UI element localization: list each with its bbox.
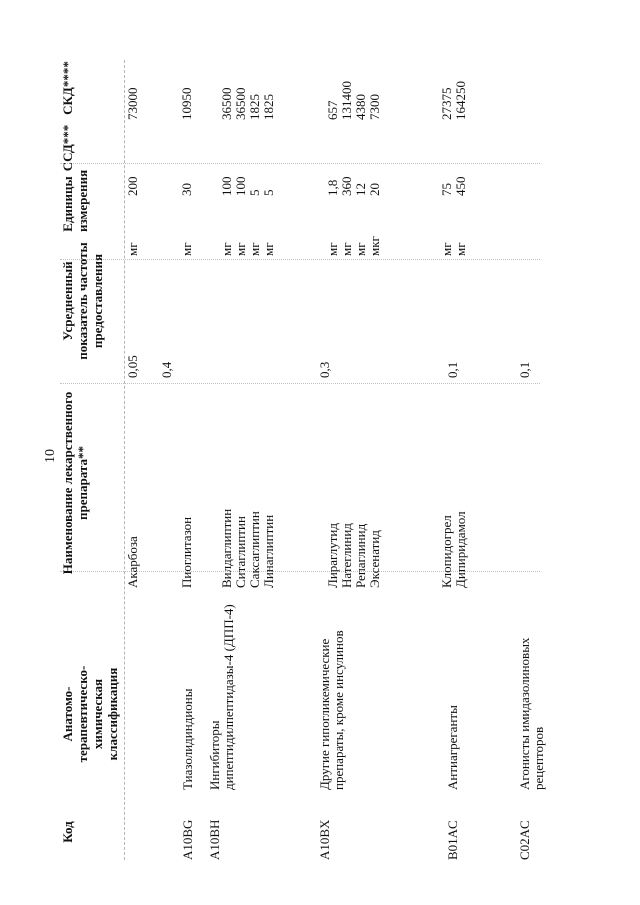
unit-value: мг [339,242,354,256]
frequency-value: 0,1 [517,361,532,378]
unit-value: мг [439,242,454,256]
drug-name: Ситаглиптин [233,516,248,588]
header-unit: Единицы измерения [60,169,90,232]
unit-value: мг [247,242,262,256]
unit-value: мг [453,242,468,256]
drug-name: Лираглутид [325,523,340,588]
header-atc: Анатомо-терапевтическо-химическая классификация [60,665,120,763]
atc-code: B01AC [445,820,460,860]
ssd-value: 360 [339,176,354,196]
atc-code: C02AC [517,820,532,860]
frequency-value: 0,1 [445,361,460,378]
drug-name: Клопидогрел [439,515,454,588]
ssd-value: 75 [439,183,454,196]
ssd-value: 5 [261,189,276,196]
frequency-value: 0,4 [159,361,174,378]
medication-table [60,60,600,860]
page-number: 10 [43,449,58,463]
ssd-value: 30 [179,183,194,196]
skd-value: 10950 [179,87,194,120]
header-code: Код [60,821,75,843]
unit-value: мг [219,242,234,256]
drug-name: Пиоглитазон [179,516,194,588]
unit-value: мкг [367,236,382,256]
column-separator [60,259,540,260]
unit-value: мг [179,242,194,256]
drug-name: Репаглинид [353,523,368,588]
ssd-value: 450 [453,176,468,196]
unit-value: мг [233,242,248,256]
header-skd: СКД**** [60,61,75,115]
drug-name: Дипиридамол [453,511,468,588]
ssd-value: 100 [233,176,248,196]
skd-value: 27375 [439,87,454,120]
column-separator [60,383,540,384]
ssd-value: 5 [247,189,262,196]
atc-code: A10BX [317,819,332,860]
skd-value: 36500 [219,87,234,120]
drug-name: Саксаглиптин [247,511,262,588]
ssd-value: 12 [353,183,368,196]
header-frequency: Усредненный показатель частоты предоставления [60,242,105,360]
atc-group-name: Ингибиторы дипептидилпептидазы-4 (ДПП-4) [207,604,236,790]
atc-group-name: Тиазолидиндионы [180,688,195,790]
drug-name: Эксенатид [367,530,382,588]
unit-value: мг [261,242,276,256]
skd-value: 657 [325,100,340,120]
skd-value: 36500 [233,87,248,120]
frequency-value: 0,05 [125,355,140,378]
atc-group-name: Антиагреганты [445,705,460,790]
skd-value: 131400 [339,81,354,120]
unit-value: мг [353,242,368,256]
skd-value: 7300 [367,94,382,120]
skd-value: 164250 [453,81,468,120]
header-drug: Наименование лекарственного препарата** [60,391,90,575]
skd-value: 1825 [247,94,262,120]
ssd-value: 200 [125,176,140,196]
unit-value: мг [325,242,340,256]
atc-code: A10BG [180,819,195,860]
header-ssd: ССД*** [60,124,75,172]
atc-group-name: Агонисты имидазолиновых рецепторов [517,637,546,790]
unit-value: мг [125,242,140,256]
atc-group-name: Другие гипогликемические препараты, кроме инсулинов [317,630,346,790]
ssd-value: 100 [219,176,234,196]
drug-name: Натеглинид [339,523,354,588]
atc-code: A10BH [207,819,222,860]
drug-name: Акарбоза [125,536,140,588]
skd-value: 1825 [261,94,276,120]
ssd-value: 1,8 [325,179,340,196]
ssd-value: 20 [367,183,382,196]
skd-value: 73000 [125,87,140,120]
frequency-value: 0,3 [317,361,332,378]
drug-name: Линаглиптин [261,514,276,588]
drug-name: Вилдаглиптин [219,508,234,588]
skd-value: 4380 [353,94,368,120]
